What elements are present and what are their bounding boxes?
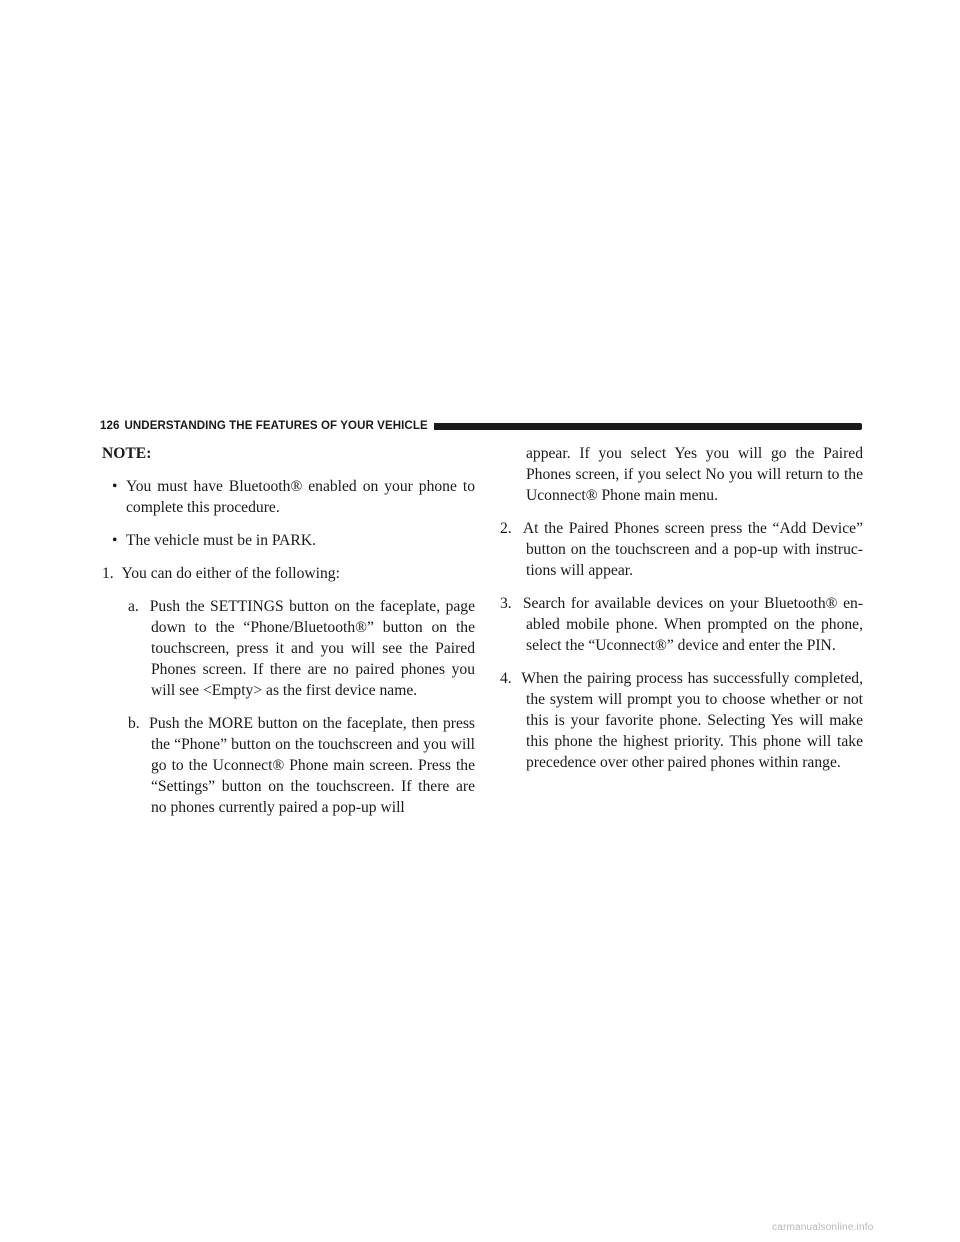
- step-text: At the Paired Phones screen press the “Add Device” button on the touchscreen and a pop-up with instruc-tions will appear.: [522, 520, 864, 579]
- right-column: [486, 443, 863, 785]
- bullet-item: [102, 530, 475, 551]
- section-title: UNDERSTANDING THE FEATURES OF YOUR VEHICLE: [124, 420, 428, 432]
- bullet-item: [102, 476, 475, 518]
- sub-step-a: [102, 596, 475, 701]
- bullet-dot: •: [112, 532, 118, 549]
- step-number: 4.: [500, 670, 512, 687]
- page-header: [100, 418, 862, 434]
- continuation-text: appear. If you select Yes you will go the Paired Phones screen, if you select No you will return to the Uconnect® Phone main menu.: [526, 445, 863, 504]
- header-rule: [434, 423, 862, 430]
- step-number: 1.: [102, 565, 114, 582]
- step-text: Search for available devices on your Bluetooth® en-abled mobile phone. When prompted on the phone, select the “Uconnect®” device and enter the PIN.: [522, 595, 864, 654]
- step-3: [486, 593, 863, 656]
- sub-step-text: Push the SETTINGS button on the faceplate, page down to the “Phone/Bluetooth®” button on the touchscreen, press it and you will see the Paired Phones screen. If there are no paired phones you will see <Empty> as the first device name.: [149, 598, 476, 699]
- page-number: 126: [100, 420, 120, 432]
- sub-step-b: [102, 713, 475, 818]
- bullet-text: You must have Bluetooth® enabled on your phone to complete this procedure.: [126, 478, 475, 516]
- left-column: [102, 443, 475, 830]
- bullet-dot: •: [112, 478, 118, 495]
- step-number: 2.: [500, 520, 512, 537]
- note-heading: NOTE:: [102, 445, 152, 462]
- step-text: You can do either of the following:: [121, 565, 340, 582]
- step-text: When the pairing process has successfully completed, the system will prompt you to choose whether or not this is your favorite phone. Selecting Yes will make this phone the highest priority. This phone will take precedence over other paired phones within range.: [521, 670, 864, 771]
- step-number: 3.: [500, 595, 512, 612]
- step-1: [102, 563, 475, 584]
- step-4: [486, 668, 863, 773]
- bullet-text: The vehicle must be in PARK.: [126, 532, 316, 549]
- watermark: carmanualsonline.info: [772, 1222, 874, 1233]
- sub-step-letter: b.: [128, 715, 140, 732]
- step-2: [486, 518, 863, 581]
- sub-step-text: Push the MORE button on the faceplate, then press the “Phone” button on the touchscreen and you will go to the Uconnect® Phone main screen. Press the “Settings” button on the touchscreen. If there are no phones currently paired a pop-up will: [149, 715, 475, 816]
- sub-step-letter: a.: [128, 598, 139, 615]
